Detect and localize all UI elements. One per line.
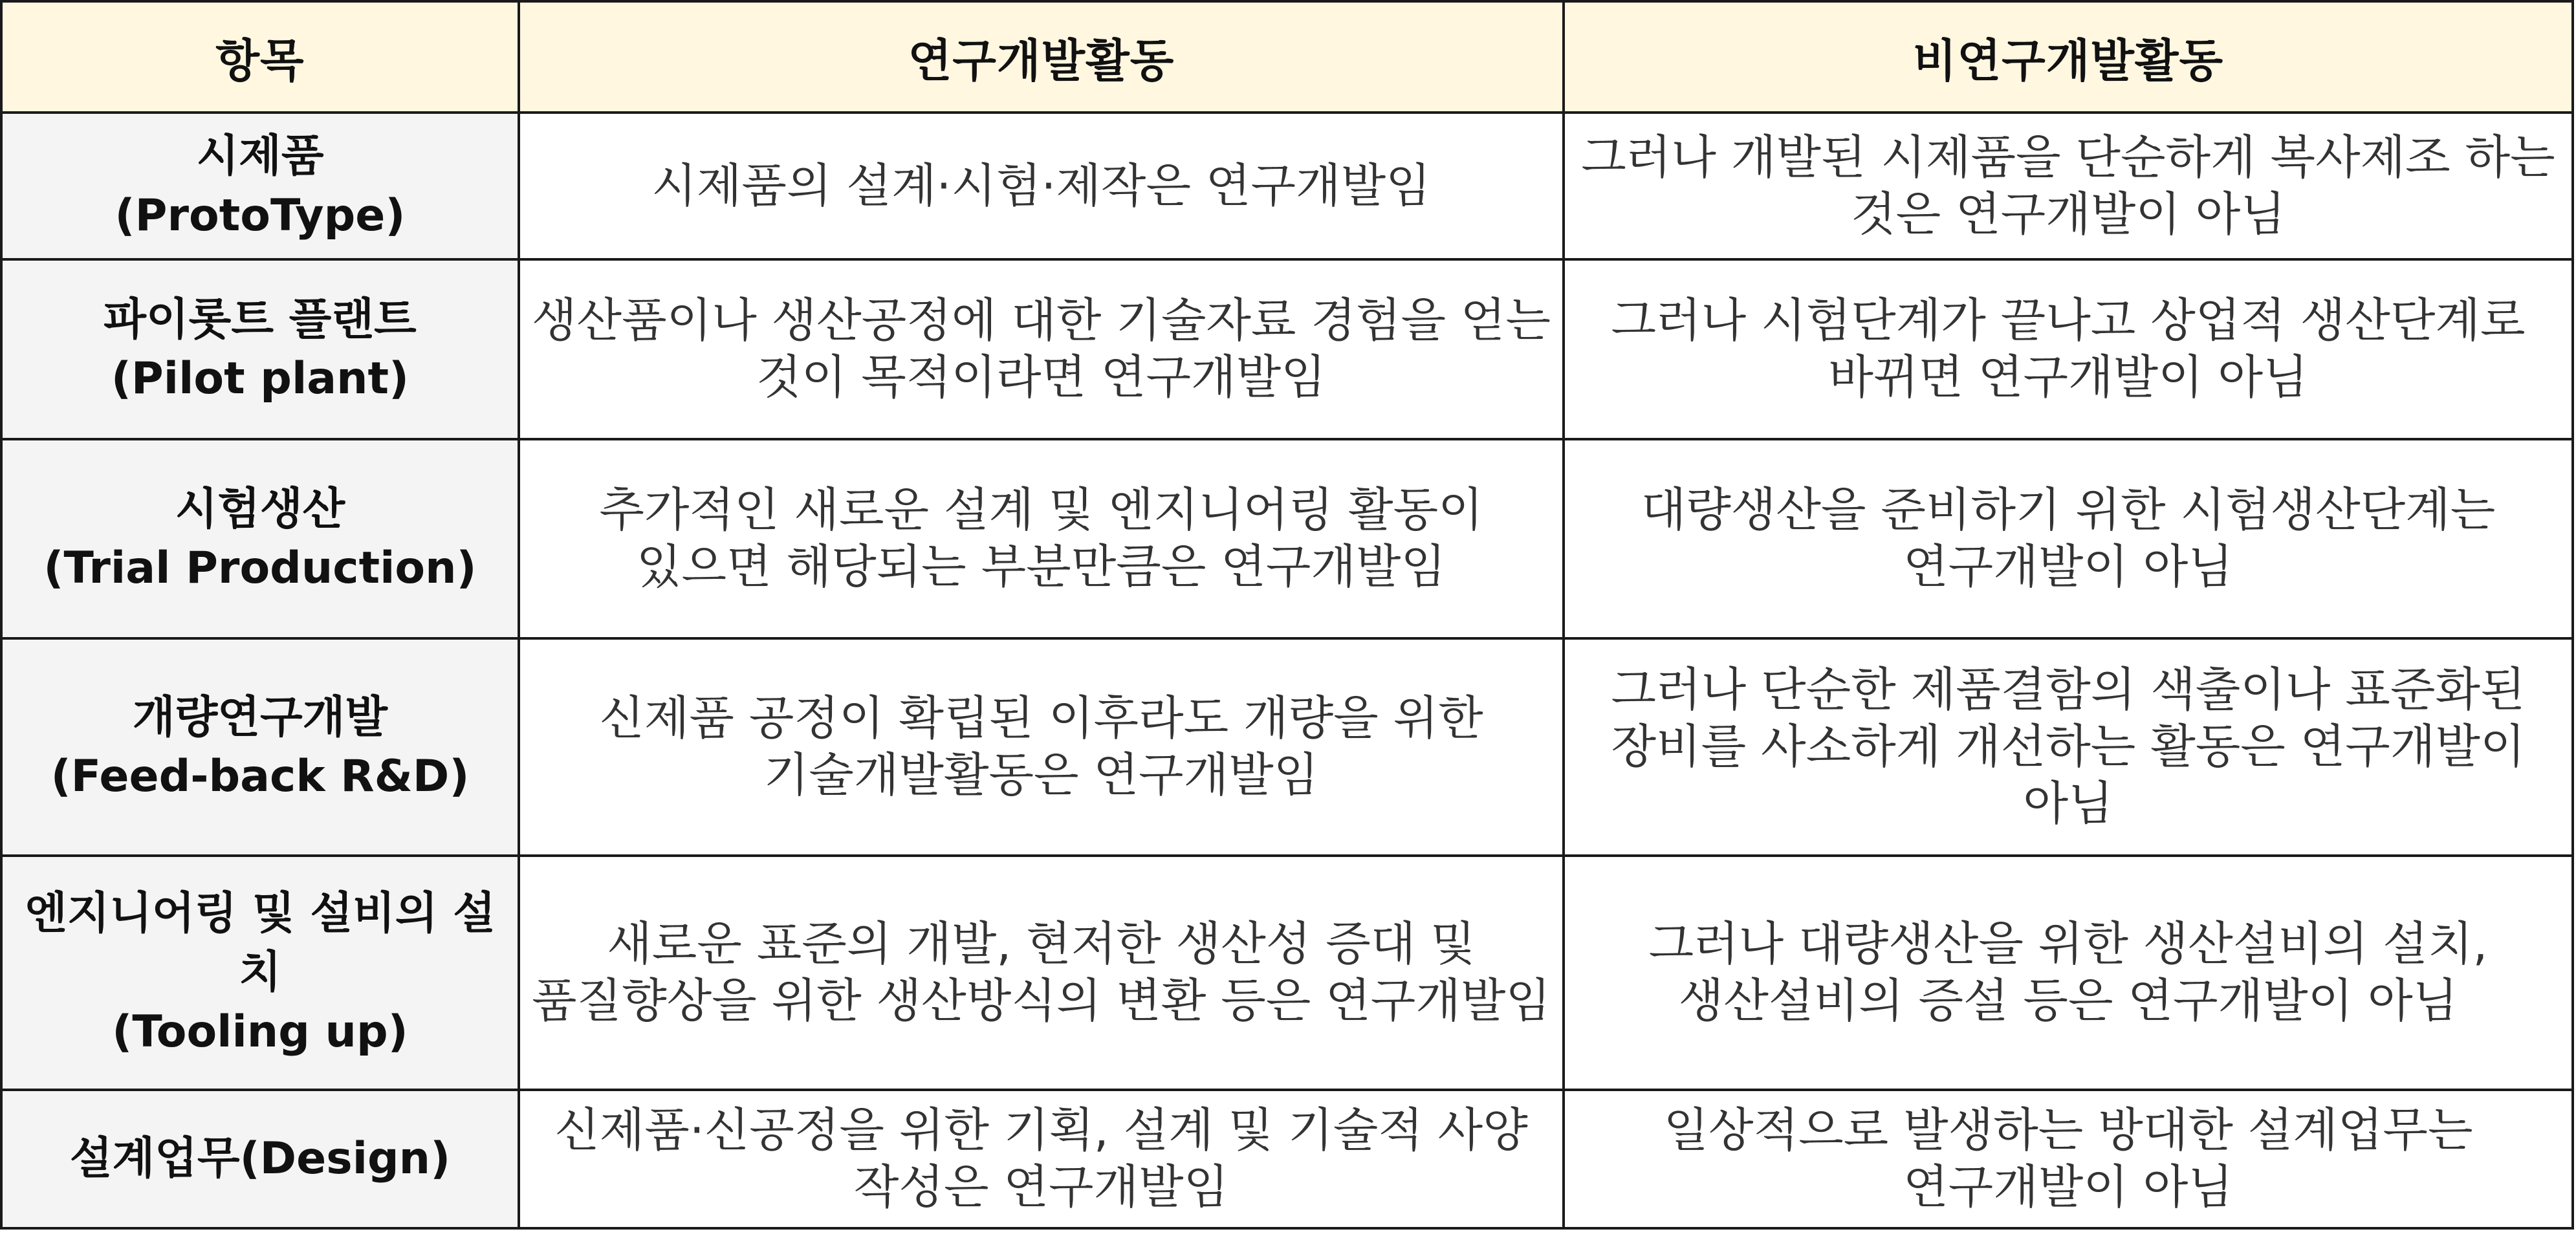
table-row xyxy=(1,259,2573,439)
non-rd-description: 대량생산을 준비하기 위한 시험생산단계는 연구개발이 아님 xyxy=(1564,439,2573,638)
rd-description: 생산품이나 생산공정에 대한 기술자료 경험을 얻는 것이 목적이라면 연구개발임 xyxy=(519,259,1564,439)
item-cell xyxy=(1,259,519,439)
item-cell xyxy=(1,439,519,638)
item-name-ko: 개량연구개발 xyxy=(132,691,388,743)
item-name-ko: 시제품 xyxy=(196,131,324,182)
rd-description: 새로운 표준의 개발, 현저한 생산성 증대 및 품질향상을 위한 생산방식의 변환 등은 연구개발임 xyxy=(519,856,1564,1090)
non-rd-description: 그러나 시험단계가 끝나고 상업적 생산단계로 바뀌면 연구개발이 아님 xyxy=(1564,259,2573,439)
item-name-en: (Tooling up) xyxy=(112,1006,408,1057)
item-name-ko: 시험생산 xyxy=(175,483,345,535)
table-row xyxy=(1,113,2573,259)
rd-description: 시제품의 설계·시험·제작은 연구개발임 xyxy=(519,113,1564,259)
non-rd-description: 그러나 개발된 시제품을 단순하게 복사제조 하는 것은 연구개발이 아님 xyxy=(1564,113,2573,259)
non-rd-description: 그러나 단순한 제품결함의 색출이나 표준화된 장비를 사소하게 개선하는 활동은 연구개발이 아님 xyxy=(1564,638,2573,856)
item-name-en: (Pilot plant) xyxy=(111,353,409,404)
rd-description: 추가적인 새로운 설계 및 엔지니어링 활동이 있으면 해당되는 부분만큼은 연구개발임 xyxy=(519,439,1564,638)
item-name-ko: 엔지니어링 및 설비의 설치 xyxy=(25,888,496,999)
rd-description: 신제품 공정이 확립된 이후라도 개량을 위한 기술개발활동은 연구개발임 xyxy=(519,638,1564,856)
header-rd-activity: 연구개발활동 xyxy=(519,1,1564,113)
table-row xyxy=(1,439,2573,638)
item-name-en: (Feed-back R&D) xyxy=(50,751,470,802)
item-name-en: (ProtoType) xyxy=(115,190,406,241)
item-name-ko: 설계업무(Design) xyxy=(69,1133,451,1185)
table-row xyxy=(1,856,2573,1090)
rd-description: 신제품·신공정을 위한 기획, 설계 및 기술적 사양 작성은 연구개발임 xyxy=(519,1090,1564,1228)
table-row xyxy=(1,638,2573,856)
item-cell xyxy=(1,638,519,856)
non-rd-description: 그러나 대량생산을 위한 생산설비의 설치, 생산설비의 증설 등은 연구개발이 아님 xyxy=(1564,856,2573,1090)
item-name-en: (Trial Production) xyxy=(43,543,477,594)
header-non-rd-activity: 비연구개발활동 xyxy=(1564,1,2573,113)
item-cell xyxy=(1,1090,519,1228)
header-item: 항목 xyxy=(1,1,519,113)
table-row xyxy=(1,1090,2573,1228)
non-rd-description: 일상적으로 발생하는 방대한 설계업무는 연구개발이 아님 xyxy=(1564,1090,2573,1228)
item-cell xyxy=(1,856,519,1090)
item-name-ko: 파이롯트 플랜트 xyxy=(104,294,417,345)
item-cell xyxy=(1,113,519,259)
header-row xyxy=(1,1,2573,113)
